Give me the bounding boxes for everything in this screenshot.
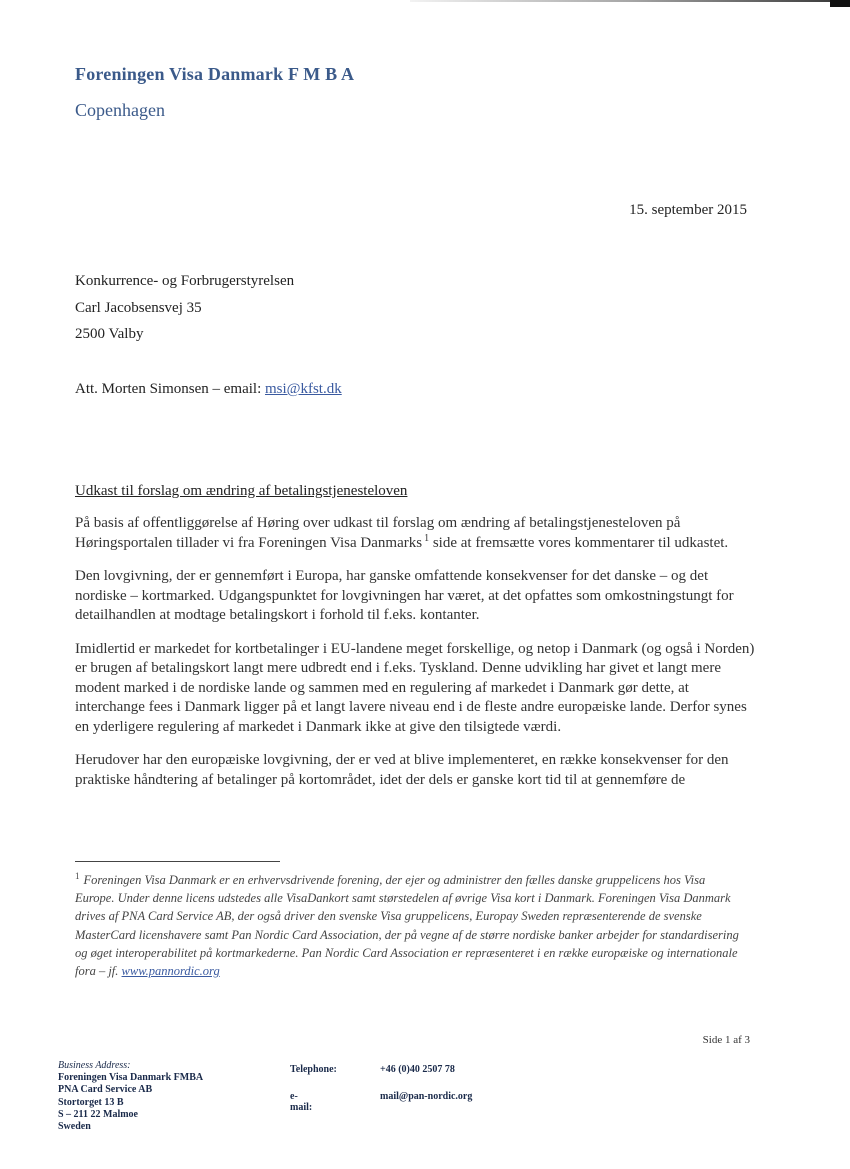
scan-edge-line bbox=[410, 0, 850, 2]
letterhead-org-name: Foreningen Visa Danmark F M B A bbox=[75, 64, 355, 84]
telephone-label: Telephone: bbox=[290, 1064, 337, 1075]
attention-email-link[interactable]: msi@kfst.dk bbox=[264, 381, 342, 397]
recipient-line: 2500 Valby bbox=[75, 326, 144, 342]
footer-email: mail@pan-nordic.org bbox=[380, 1091, 473, 1102]
letter-body bbox=[75, 514, 755, 804]
address-line: PNA Card Service AB bbox=[58, 1084, 153, 1096]
page-number: Side 1 af 3 bbox=[702, 1034, 750, 1046]
address-line: S – 211 22 Malmoe bbox=[58, 1108, 138, 1120]
footnote-number: 1 bbox=[75, 870, 80, 881]
telephone-number: +46 (0)40 2507 78 bbox=[380, 1064, 455, 1075]
address-heading: Business Address: bbox=[58, 1060, 131, 1071]
footnote-reference: 1 bbox=[424, 532, 430, 544]
recipient-line: Konkurrence- og Forbrugerstyrelsen bbox=[75, 273, 295, 289]
email-label: e-mail: bbox=[290, 1091, 313, 1113]
attention-line bbox=[75, 381, 342, 398]
footnote-website-link[interactable]: www.pannordic.org bbox=[121, 964, 220, 979]
letter-subject: Udkast til forslag om ændring af betalingstjenesteloven bbox=[75, 483, 408, 499]
body-paragraph: Herudover har den europæiske lovgivning, der er ved at blive implementeret, en række konsekvenser for den praktiske håndtering af betalinger på kortområdet, idet der dels er ganske kort tid til at gennemføre de bbox=[75, 752, 729, 788]
body-paragraph: Den lovgivning, der er gennemført i Europa, har ganske omfattende konsekvenser for det danske – og det nordiske – kortmarked. Udgangspunktet for lovgivningen har været, at det opfattes som omkostningstungt for detailhandlen at modtage betalingskort i forhold til f.eks. kontanter. bbox=[75, 568, 734, 623]
address-line: Sweden bbox=[58, 1121, 91, 1133]
body-paragraph: Imidlertid er markedet for kortbetalinger i EU-landene meget forskellige, og netop i Danmark (og også i Norden) er brugen af betalingskort langt mere udbredt end i f.eks. Tyskland. Denne udvikling har givet et langt mere modent marked i de nordiske lande og sammen med en regulering af markedet i Danmark gør dette, at interchange fees i Danmark ligger på et langt lavere niveau end i de fleste andre europæiske lande. Derfor synes en yderligere regulering af markedet i Danmark ikke at give den tilsigtede værdi. bbox=[75, 640, 755, 735]
body-text-segment: På basis af offentliggørelse af Høring over udkast til forslag om ændring af betalingstjenesteloven på Høringsportalen tillader vi fra Foreningen Visa Danmarks bbox=[75, 515, 681, 551]
letter-date: 15. september 2015 bbox=[629, 202, 747, 218]
recipient-address bbox=[75, 268, 294, 348]
footer-business-address bbox=[58, 1060, 203, 1133]
address-line: Foreningen Visa Danmark FMBA bbox=[58, 1072, 204, 1084]
footnote-text: Foreningen Visa Danmark er en erhvervsdrivende forening, der ejer og administrer den fælles danske gruppelicens hos Visa Europe. Under denne licens udstedes alle VisaDankort samt størstedelen af øvrige Visa kort i Danmark. Foreningen Visa Danmark drives af PNA Card Service AB, der også driver den svenske Visa gruppelicens, Europay Sweden repræsenterende de svenske MasterCard licenshavere samt Pan Nordic Card Association, der på vegne af de større nordiske banker arbejder for standardisering og øget interoperabilitet på kortmarkederne. Pan Nordic Card Association er repræsenteret i en række europæiske og internationale fora – jf. bbox=[75, 873, 739, 979]
recipient-line: Carl Jacobsensvej 35 bbox=[75, 299, 202, 316]
letterhead-city: Copenhagen bbox=[75, 100, 165, 120]
body-text-segment: side at fremsætte vores kommentarer til udkastet. bbox=[429, 534, 729, 551]
attention-prefix: Att. Morten Simonsen – email: bbox=[75, 381, 265, 397]
footnote bbox=[75, 871, 747, 980]
body-paragraph bbox=[75, 514, 755, 553]
scan-edge-mark bbox=[830, 0, 850, 7]
footnote-divider bbox=[75, 861, 280, 862]
address-line: Stortorget 13 B bbox=[58, 1096, 124, 1108]
